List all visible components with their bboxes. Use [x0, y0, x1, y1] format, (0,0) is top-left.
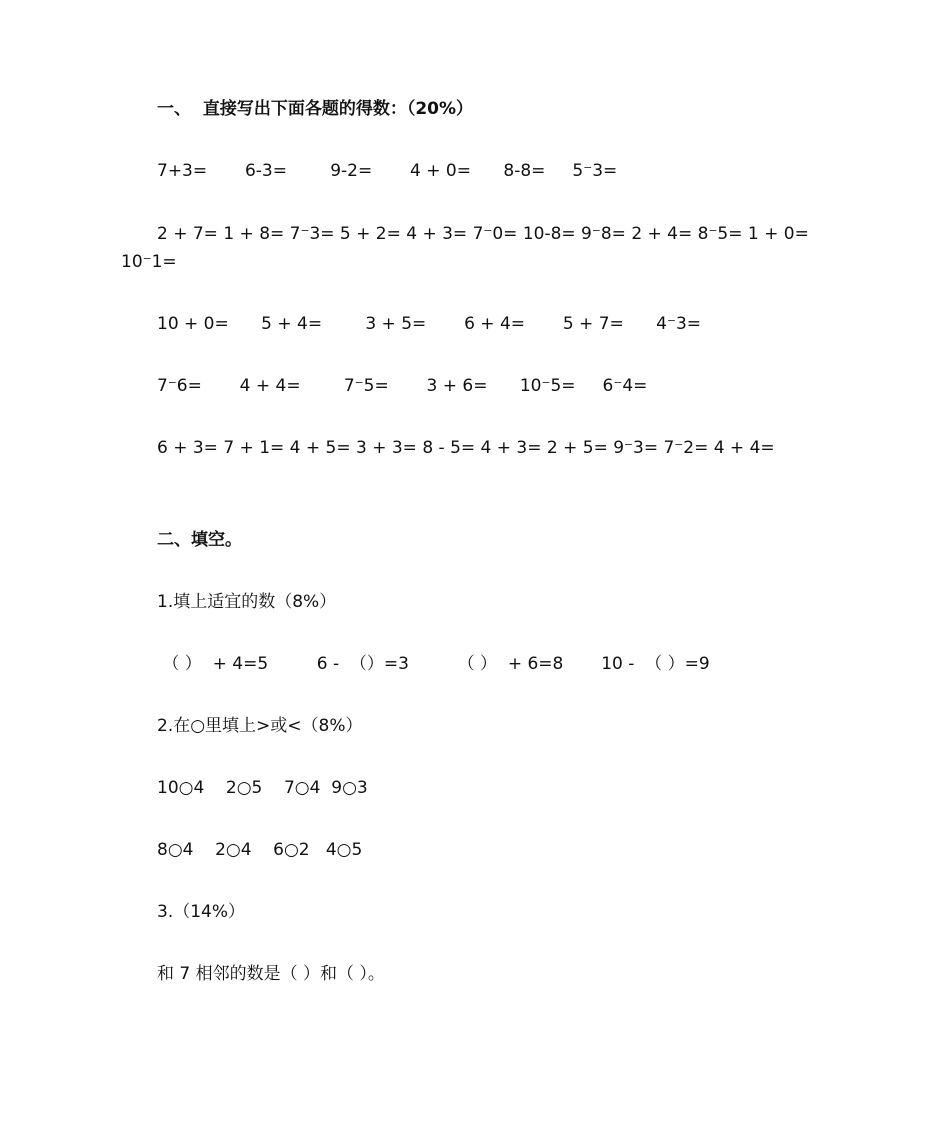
- section1-heading: 一、 直接写出下面各题的得数：（20%）: [157, 99, 474, 119]
- question-3-title: 3.（14%）: [157, 902, 246, 922]
- section2-heading: 二、填空。: [157, 530, 242, 550]
- arithmetic-row-2: 2 + 7= 1 + 8= 7⁻3= 5 + 2= 4 + 3= 7⁻0= 10-8= 9⁻8= 2 + 4= 8⁻5= 1 + 0= 10⁻1=: [121, 224, 809, 272]
- arithmetic-row-3: 10 + 0= 5 + 4= 3 + 5= 6 + 4= 5 + 7= 4⁻3=: [157, 314, 702, 334]
- question-1-title: 1.填上适宜的数（8%）: [157, 592, 337, 612]
- question-2-row-1: 10○4 2○5 7○4 9○3: [157, 778, 368, 798]
- question-2-title: 2.在○里填上>或<（8%）: [157, 716, 363, 736]
- arithmetic-row-5: 6 + 3= 7 + 1= 4 + 5= 3 + 3= 8 - 5= 4 + 3= 2 + 5= 9⁻3= 7⁻2= 4 + 4=: [157, 438, 775, 458]
- question-1-blanks: （ ） + 4=5 6 - （）=3 （ ） + 6=8 10 - （ ）=9: [157, 654, 710, 674]
- arithmetic-row-1: 7+3= 6-3= 9-2= 4 + 0= 8-8= 5⁻3=: [157, 161, 618, 181]
- arithmetic-row-4: 7⁻6= 4 + 4= 7⁻5= 3 + 6= 10⁻5= 6⁻4=: [157, 376, 648, 396]
- question-2-row-2: 8○4 2○4 6○2 4○5: [157, 840, 363, 860]
- question-3-row: 和 7 相邻的数是（ ）和（ ）。: [157, 964, 385, 984]
